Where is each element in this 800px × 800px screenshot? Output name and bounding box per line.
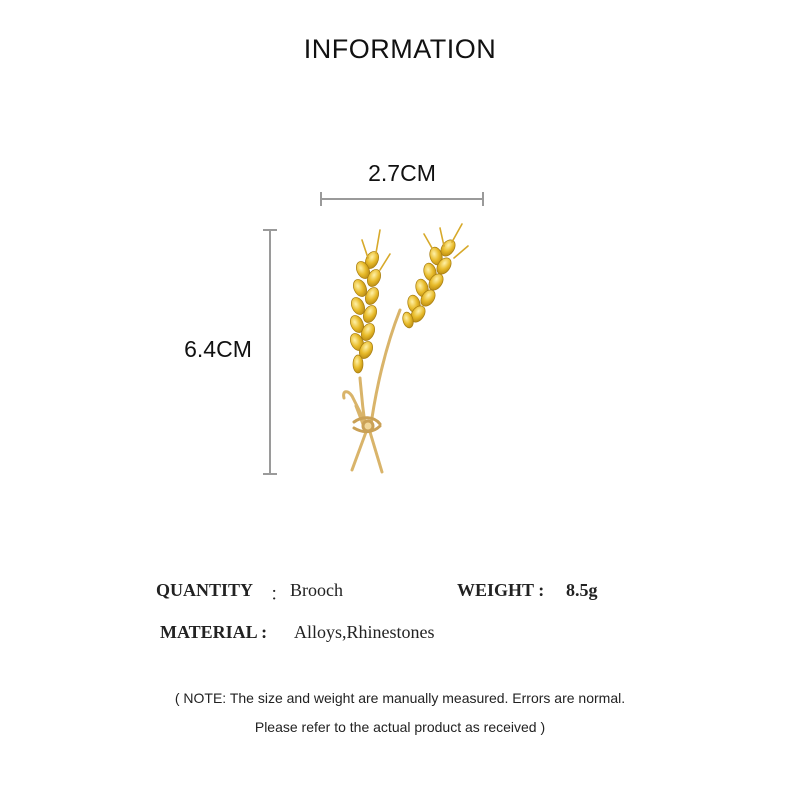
weight-value: 8.5g — [566, 580, 598, 600]
material-key: MATERIAL : — [160, 622, 268, 642]
weight-key: WEIGHT : — [457, 580, 545, 600]
note-line-2: Please refer to the actual product as received ) — [254, 719, 546, 735]
wheat-brooch-icon — [330, 218, 480, 480]
width-label: 2.7CM — [368, 160, 436, 186]
quantity-key: QUANTITY — [156, 580, 254, 600]
page-title: INFORMATION — [303, 34, 497, 64]
material-value: Alloys,Rhinestones — [294, 622, 435, 642]
height-label: 6.4CM — [184, 336, 252, 362]
quantity-value: Brooch — [290, 580, 343, 600]
quantity-separator: ： — [270, 584, 288, 604]
note-line-1: ( NOTE: The size and weight are manually measured. Errors are normal. — [174, 690, 626, 706]
